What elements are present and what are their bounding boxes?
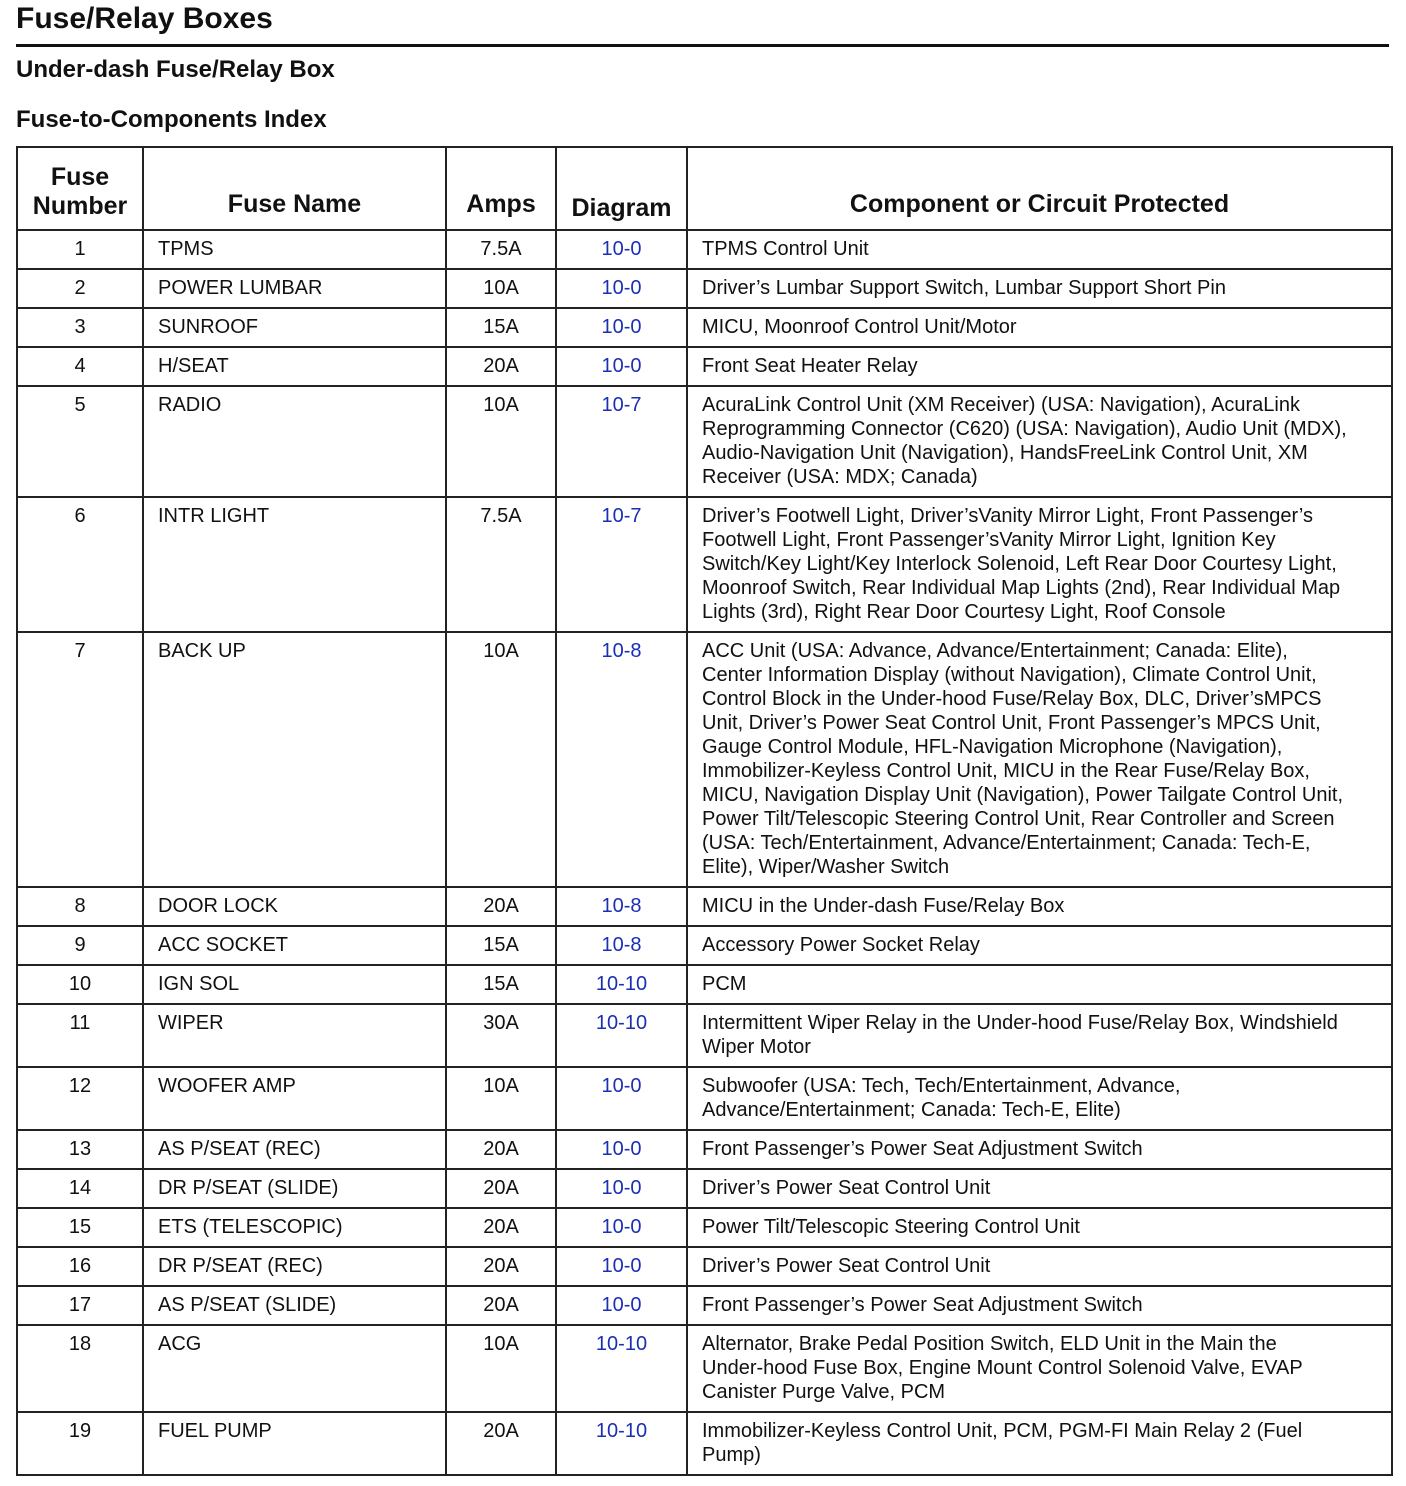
table-row [17, 230, 1392, 269]
fuse-number-cell: 16 [17, 1247, 143, 1286]
amps-cell: 20A [446, 1130, 556, 1169]
header-component: Component or Circuit Protected [687, 147, 1392, 230]
table-row [17, 1325, 1392, 1412]
fuse-name-cell: ACG [143, 1325, 446, 1412]
diagram-link[interactable]: 10-8 [556, 632, 687, 887]
table-row [17, 1286, 1392, 1325]
component-cell: Driver’s Footwell Light, Driver’sVanity Mirror Light, Front Passenger’s Footwell Light, Front Passenger’sVanity Mirror Light, Ignition Key Switch/Key Light/Key Interlock Solenoid, Left Rear Door Courtesy Light, Moonroof Switch, Rear Individual Map Lights (2nd), Rear Individual Map Lights (3rd), Right Rear Door Courtesy Light, Roof Console [687, 497, 1392, 632]
fuse-name-cell: INTR LIGHT [143, 497, 446, 632]
header-amps: Amps [446, 147, 556, 230]
table-row [17, 965, 1392, 1004]
component-cell: Alternator, Brake Pedal Position Switch, ELD Unit in the Main the Under-hood Fuse Box, Engine Mount Control Solenoid Valve, EVAP Canister Purge Valve, PCM [687, 1325, 1392, 1412]
amps-cell: 10A [446, 386, 556, 497]
component-cell: MICU, Moonroof Control Unit/Motor [687, 308, 1392, 347]
fuse-number-cell: 1 [17, 230, 143, 269]
amps-cell: 20A [446, 347, 556, 386]
title-divider [16, 44, 1389, 47]
fuse-number-cell: 18 [17, 1325, 143, 1412]
table-row [17, 308, 1392, 347]
amps-cell: 10A [446, 1067, 556, 1130]
diagram-link[interactable]: 10-0 [556, 1067, 687, 1130]
diagram-link[interactable]: 10-8 [556, 887, 687, 926]
fuse-name-cell: DOOR LOCK [143, 887, 446, 926]
fuse-name-cell: POWER LUMBAR [143, 269, 446, 308]
header-fuse-number: Fuse Number [17, 147, 143, 230]
diagram-link[interactable]: 10-0 [556, 1286, 687, 1325]
fuse-number-cell: 9 [17, 926, 143, 965]
fuse-number-cell: 5 [17, 386, 143, 497]
amps-cell: 15A [446, 308, 556, 347]
fuse-name-cell: WIPER [143, 1004, 446, 1067]
diagram-link[interactable]: 10-0 [556, 1169, 687, 1208]
diagram-link[interactable]: 10-0 [556, 308, 687, 347]
component-cell: Front Seat Heater Relay [687, 347, 1392, 386]
fuse-number-cell: 7 [17, 632, 143, 887]
amps-cell: 7.5A [446, 230, 556, 269]
fuse-index-table [16, 146, 1393, 1476]
fuse-number-cell: 10 [17, 965, 143, 1004]
diagram-link[interactable]: 10-7 [556, 497, 687, 632]
fuse-name-cell: IGN SOL [143, 965, 446, 1004]
fuse-number-cell: 15 [17, 1208, 143, 1247]
diagram-link[interactable]: 10-8 [556, 926, 687, 965]
component-cell: MICU in the Under-dash Fuse/Relay Box [687, 887, 1392, 926]
fuse-number-cell: 11 [17, 1004, 143, 1067]
table-row [17, 1208, 1392, 1247]
table-row [17, 887, 1392, 926]
fuse-name-cell: DR P/SEAT (REC) [143, 1247, 446, 1286]
table-row [17, 926, 1392, 965]
amps-cell: 10A [446, 1325, 556, 1412]
diagram-link[interactable]: 10-0 [556, 1208, 687, 1247]
fuse-name-cell: RADIO [143, 386, 446, 497]
component-cell: Driver’s Power Seat Control Unit [687, 1247, 1392, 1286]
page-title: Fuse/Relay Boxes [16, 2, 273, 35]
component-cell: Accessory Power Socket Relay [687, 926, 1392, 965]
table-row [17, 1130, 1392, 1169]
diagram-link[interactable]: 10-10 [556, 1325, 687, 1412]
fuse-name-cell: SUNROOF [143, 308, 446, 347]
fuse-number-cell: 12 [17, 1067, 143, 1130]
component-cell: Subwoofer (USA: Tech, Tech/Entertainment, Advance, Advance/Entertainment; Canada: Tech-E, Elite) [687, 1067, 1392, 1130]
fuse-name-cell: H/SEAT [143, 347, 446, 386]
table-header-row [17, 147, 1392, 230]
header-fuse-name: Fuse Name [143, 147, 446, 230]
diagram-link[interactable]: 10-10 [556, 1412, 687, 1475]
component-cell: AcuraLink Control Unit (XM Receiver) (USA: Navigation), AcuraLink Reprogramming Connector (C620) (USA: Navigation), Audio Unit (MDX), Audio-Navigation Unit (Navigation), HandsFreeLink Control Unit, XM Receiver (USA: MDX; Canada) [687, 386, 1392, 497]
amps-cell: 7.5A [446, 497, 556, 632]
fuse-name-cell: TPMS [143, 230, 446, 269]
amps-cell: 15A [446, 926, 556, 965]
amps-cell: 10A [446, 632, 556, 887]
component-cell: Immobilizer-Keyless Control Unit, PCM, PGM-FI Main Relay 2 (Fuel Pump) [687, 1412, 1392, 1475]
fuse-number-cell: 8 [17, 887, 143, 926]
table-row [17, 347, 1392, 386]
component-cell: Power Tilt/Telescopic Steering Control Unit [687, 1208, 1392, 1247]
fuse-number-cell: 6 [17, 497, 143, 632]
table-body [17, 230, 1392, 1475]
fuse-name-cell: ETS (TELESCOPIC) [143, 1208, 446, 1247]
component-cell: Front Passenger’s Power Seat Adjustment Switch [687, 1286, 1392, 1325]
section-heading: Fuse-to-Components Index [16, 106, 327, 133]
diagram-link[interactable]: 10-0 [556, 269, 687, 308]
fuse-number-cell: 17 [17, 1286, 143, 1325]
diagram-link[interactable]: 10-7 [556, 386, 687, 497]
amps-cell: 20A [446, 1286, 556, 1325]
component-cell: TPMS Control Unit [687, 230, 1392, 269]
header-diagram: Diagram [556, 147, 687, 230]
diagram-link[interactable]: 10-0 [556, 347, 687, 386]
diagram-link[interactable]: 10-0 [556, 230, 687, 269]
fuse-name-cell: BACK UP [143, 632, 446, 887]
table-row [17, 632, 1392, 887]
fuse-name-cell: ACC SOCKET [143, 926, 446, 965]
table-row [17, 1247, 1392, 1286]
table-row [17, 269, 1392, 308]
fuse-number-cell: 3 [17, 308, 143, 347]
fuse-name-cell: AS P/SEAT (REC) [143, 1130, 446, 1169]
component-cell: Driver’s Power Seat Control Unit [687, 1169, 1392, 1208]
table-row [17, 1412, 1392, 1475]
fuse-name-cell: FUEL PUMP [143, 1412, 446, 1475]
amps-cell: 20A [446, 1247, 556, 1286]
fuse-number-cell: 4 [17, 347, 143, 386]
diagram-link[interactable]: 10-0 [556, 1247, 687, 1286]
table-row [17, 1169, 1392, 1208]
component-cell: Driver’s Lumbar Support Switch, Lumbar Support Short Pin [687, 269, 1392, 308]
table-row [17, 497, 1392, 632]
component-cell: Front Passenger’s Power Seat Adjustment Switch [687, 1130, 1392, 1169]
component-cell: Intermittent Wiper Relay in the Under-hood Fuse/Relay Box, Windshield Wiper Motor [687, 1004, 1392, 1067]
component-cell: ACC Unit (USA: Advance, Advance/Entertainment; Canada: Elite), Center Information Display (without Navigation), Climate Control Unit, Control Block in the Under-hood Fuse/Relay Box, DLC, Driver’sMPCS Unit, Driver’s Power Seat Control Unit, Front Passenger’s MPCS Unit, Gauge Control Module, HFL-Navigation Microphone (Navigation), Immobilizer-Keyless Control Unit, MICU in the Rear Fuse/Relay Box, MICU, Navigation Display Unit (Navigation), Power Tailgate Control Unit, Power Tilt/Telescopic Steering Control Unit, Rear Controller and Screen (USA: Tech/Entertainment, Advance/Entertainment; Canada: Tech-E, Elite), Wiper/Washer Switch [687, 632, 1392, 887]
table-row [17, 1004, 1392, 1067]
subtitle: Under-dash Fuse/Relay Box [16, 56, 335, 83]
amps-cell: 20A [446, 887, 556, 926]
component-cell: PCM [687, 965, 1392, 1004]
diagram-link[interactable]: 10-10 [556, 965, 687, 1004]
diagram-link[interactable]: 10-0 [556, 1130, 687, 1169]
table-row [17, 1067, 1392, 1130]
fuse-name-cell: AS P/SEAT (SLIDE) [143, 1286, 446, 1325]
amps-cell: 15A [446, 965, 556, 1004]
amps-cell: 20A [446, 1169, 556, 1208]
amps-cell: 20A [446, 1208, 556, 1247]
fuse-number-cell: 2 [17, 269, 143, 308]
amps-cell: 20A [446, 1412, 556, 1475]
fuse-name-cell: WOOFER AMP [143, 1067, 446, 1130]
table-row [17, 386, 1392, 497]
fuse-number-cell: 14 [17, 1169, 143, 1208]
amps-cell: 30A [446, 1004, 556, 1067]
fuse-name-cell: DR P/SEAT (SLIDE) [143, 1169, 446, 1208]
fuse-number-cell: 19 [17, 1412, 143, 1475]
amps-cell: 10A [446, 269, 556, 308]
diagram-link[interactable]: 10-10 [556, 1004, 687, 1067]
fuse-number-cell: 13 [17, 1130, 143, 1169]
